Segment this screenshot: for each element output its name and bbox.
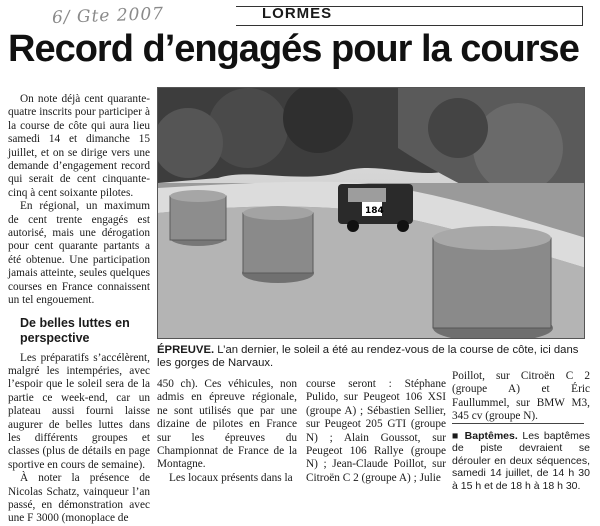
article-column-1	[8, 93, 150, 526]
divider	[452, 423, 584, 424]
article-column-3	[306, 378, 446, 485]
section-title: LORMES	[262, 5, 333, 22]
subheading: De belles luttes en perspective	[20, 315, 130, 345]
article-column-4	[452, 370, 590, 493]
square-bullet-icon: ■	[452, 429, 465, 442]
race-photo	[157, 87, 585, 339]
paragraph: Les préparatifs s’accélèrent, malgré les intempéries, avec l’espoir que le soleil sera de la partie ce week-end, car un plateau aussi fourni laisse augurer de belles luttes dans les différents groupes et classes (plus de détails en page sportive en cours de semaine).	[8, 351, 150, 471]
paragraph: À noter la présence de Nicolas Schatz, vainqueur l’an passé, en démonstration avec une F 3000 (monoplace de	[8, 472, 150, 525]
caption-label: ÉPREUVE.	[157, 344, 215, 356]
article-column-2	[157, 378, 297, 485]
baptemes-text: Les baptêmes de piste devraient se dérouler en deux séquences, samedi 14 juillet, de 14 h 30 à 15 h et de 18 h à 18 h 30.	[452, 429, 590, 492]
paragraph: course seront : Stéphane Pulido, sur Peugeot 106 XSI (groupe A) ; Sébastien Sellier, sur Peugeot 205 GTI (groupe N) ; Alain Goussot, sur Peugeot 106 Rallye (groupe N) ; Jean-Claude Poillot, sur Citroën C 2 (groupe A) ; Julie	[306, 378, 446, 484]
handwritten-date: 6/ Gte 2007	[51, 4, 165, 28]
paragraph: On note déjà cent quarante-quatre inscrits pour participer à la course de côte qui aura lieu samedi 14 et dimanche 15 juillet, et on se dirige vers une demande d’engagement record qui serait de cent cinquante-cinq à cent soixante pilotes.	[8, 93, 150, 199]
headline: Record d’engagés pour la course	[8, 28, 579, 70]
car-number: 184	[365, 206, 384, 216]
paragraph: Les locaux présents dans la	[169, 471, 293, 484]
baptemes-label: Baptêmes.	[464, 429, 518, 442]
paragraph: 450 ch). Ces véhicules, non admis en épreuve régionale, ne sont utilisés que par une dizaine de pilotes en France sur les épreuves du Championnat de France de la Montagne.	[157, 378, 297, 471]
baptemes-box	[452, 430, 590, 493]
photo-caption	[157, 344, 585, 370]
paragraph: Poillot, sur Citroën C 2 (groupe A) et Éric Faullummel, sur BMW M3, 345 cv (groupe N).	[452, 370, 590, 423]
paragraph: En régional, un maximum de cent trente engagés est autorisé, mais une dérogation pour cent quarante partants a été obtenue. Une participation jamais atteinte, seules quelques courses en France connaissent un tel engouement.	[8, 200, 150, 307]
race-photo-image	[158, 88, 585, 339]
caption-text: L’an dernier, le soleil a été au rendez-vous de la course de côte, ici dans les gorges de Narvaux.	[157, 344, 579, 369]
